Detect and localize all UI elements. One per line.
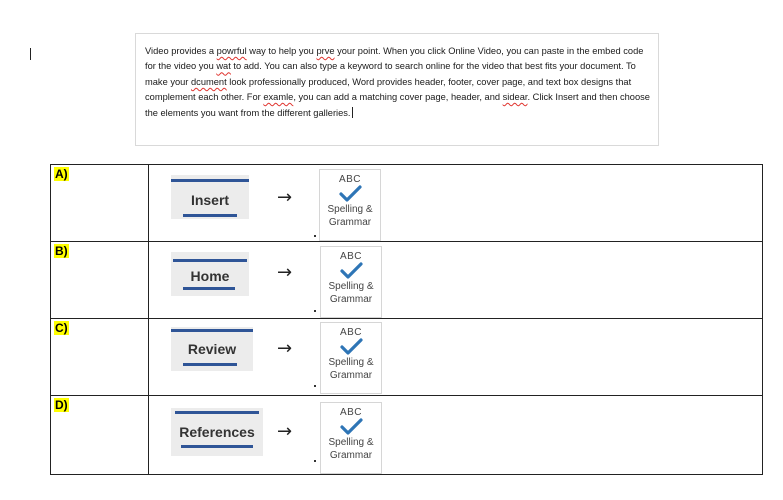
check-icon	[338, 262, 364, 280]
right-arrow-icon: →	[277, 262, 293, 283]
right-arrow-icon: →	[277, 338, 293, 359]
button-label-line2: Grammar	[328, 217, 372, 228]
misspelled-word[interactable]: dcument	[191, 76, 227, 87]
text-run: look professionally produced, Word provides header, footer, cover page, and text box designs that complement each other. For	[145, 76, 632, 103]
spelling-grammar-button-image	[319, 169, 381, 241]
right-arrow-icon: →	[277, 421, 293, 442]
option-letter: B)	[55, 244, 68, 258]
ribbon-tab-image	[171, 408, 263, 456]
decorative-dot	[314, 385, 316, 387]
text-run: your point. When you click Online Video, you can paste in the embed code for the video you	[145, 46, 644, 72]
option-letter: D)	[55, 398, 68, 412]
button-label-line1: Spelling &	[328, 357, 374, 368]
abc-icon: ABC	[339, 251, 363, 262]
button-label-line2: Grammar	[329, 370, 373, 381]
option-content-cell	[149, 396, 763, 475]
check-icon	[338, 418, 364, 436]
check-icon	[337, 185, 363, 203]
document-paragraph[interactable]	[145, 46, 650, 118]
misspelled-word[interactable]: prve	[316, 46, 335, 56]
text-run: Video provides a	[145, 46, 217, 56]
option-row-d[interactable]	[51, 396, 763, 475]
button-label-line1: Spelling &	[328, 437, 374, 448]
text-run: , you can add a matching cover page, header, and	[293, 92, 503, 103]
right-arrow-icon: →	[277, 187, 293, 208]
text-run: way to help you	[246, 46, 317, 56]
button-label-line1: Spelling &	[328, 281, 374, 292]
decorative-dot	[314, 235, 316, 237]
decorative-dot	[314, 310, 316, 312]
abc-icon: ABC	[339, 327, 363, 338]
option-label-cell	[51, 396, 149, 475]
document-text-box[interactable]	[135, 33, 659, 146]
option-content-cell	[149, 165, 763, 242]
misspelled-word[interactable]: wat	[216, 61, 231, 72]
option-row-a[interactable]	[51, 165, 763, 242]
misspelled-word[interactable]: sidear	[502, 92, 528, 103]
text-cursor-marker	[30, 48, 31, 60]
check-icon	[338, 338, 364, 356]
ribbon-tab-image	[171, 252, 249, 296]
answer-options-table	[50, 164, 763, 475]
option-label-cell	[51, 242, 149, 319]
ribbon-tab-label: References	[179, 424, 255, 440]
abc-icon: ABC	[338, 174, 362, 185]
ribbon-tab-image	[171, 175, 249, 219]
spelling-grammar-button-image	[320, 322, 382, 394]
spelling-grammar-button-image	[320, 246, 382, 318]
misspelled-word[interactable]: powrful	[216, 46, 247, 56]
ribbon-tab-label: Home	[190, 268, 230, 284]
button-label-line2: Grammar	[329, 294, 373, 305]
option-row-c[interactable]	[51, 319, 763, 396]
misspelled-word[interactable]: examle	[263, 92, 294, 103]
ribbon-tab-label: Review	[187, 341, 237, 357]
option-content-cell	[149, 319, 763, 396]
abc-icon: ABC	[339, 407, 363, 418]
decorative-dot	[314, 460, 316, 462]
text-caret	[352, 107, 353, 118]
spelling-grammar-button-image	[320, 402, 382, 474]
text-run: . Click Insert and then choose the elements you want from the different galleries.	[145, 92, 650, 118]
option-content-cell	[149, 242, 763, 319]
button-label-line1: Spelling &	[327, 204, 373, 215]
ribbon-tab-image	[171, 327, 253, 371]
button-label-line2: Grammar	[329, 450, 373, 461]
option-letter: A)	[55, 167, 68, 181]
option-label-cell	[51, 319, 149, 396]
text-run: to add. You can also type a keyword to search online for the video that best fits your document. To make your	[145, 61, 636, 87]
option-row-b[interactable]	[51, 242, 763, 319]
option-label-cell	[51, 165, 149, 242]
option-letter: C)	[55, 321, 68, 335]
ribbon-tab-label: Insert	[190, 192, 230, 208]
